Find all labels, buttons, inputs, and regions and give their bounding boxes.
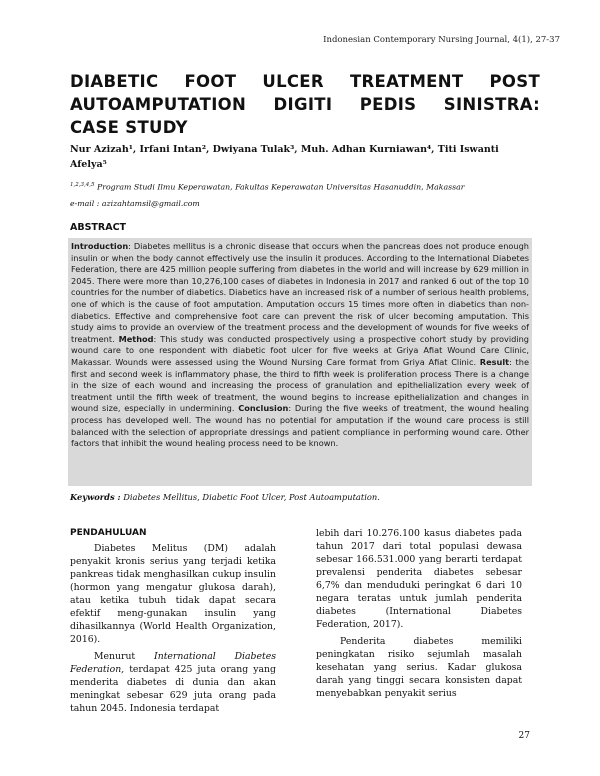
abstract-heading: ABSTRACT bbox=[70, 222, 127, 233]
title-line-1: DIABETIC FOOT ULCER TREATMENT POST bbox=[70, 72, 540, 91]
result-label: Result bbox=[479, 356, 510, 367]
affiliation-text: Program Studi Ilmu Keperawatan, Fakultas Keperawatan Universitas Hasanuddin, Makassar bbox=[96, 182, 465, 192]
left-para2-start: Menurut bbox=[94, 651, 155, 662]
title-line-3: CASE STUDY bbox=[70, 118, 188, 137]
conclusion-label: Conclusion bbox=[238, 403, 289, 414]
email[interactable]: e-mail : azizahtamsil@gmail.com bbox=[70, 199, 200, 208]
keywords bbox=[70, 492, 380, 502]
keywords-text: Diabetes Mellitus, Diabetic Foot Ulcer, Post Autoamputation. bbox=[120, 492, 380, 502]
result-text: : the first and second week is inflammatory phase, the third to fifth week is proliferation process There is a change in the size of each wound and increasing the process of granulation and epithelialization every week of treatment until the fifth week of treatment, the wound begins to increase epithelialization and changes in wound size, especially in undermining. bbox=[71, 356, 529, 414]
paper-title bbox=[70, 70, 540, 139]
keywords-label: Keywords : bbox=[70, 492, 121, 502]
left-paragraph-2 bbox=[70, 650, 276, 715]
authors-line-1: Nur Azizah¹, Irfani Intan², Dwiyana Tulak³, Muh. Adhan Kurniawan⁴, Titi Iswanti bbox=[70, 144, 499, 155]
intro-label: Introduction bbox=[71, 241, 129, 251]
affiliation-sup: 1,2,3,4,5 bbox=[70, 182, 95, 188]
affiliation bbox=[70, 182, 540, 192]
authors-line-2: Afelya⁵ bbox=[70, 159, 107, 170]
method-label: Method bbox=[118, 333, 154, 344]
method-text: : This study was conducted prospectively using a prospective cohort study by providing wound care to one respondent with diabetic foot ulcer for five weeks at Griya Afiat Wound Care Clinic, Makassar. Wounds were assessed using the Wound Nursing Care format from Griya Afiat Clinic. bbox=[71, 333, 530, 367]
section-heading: PENDAHULUAN bbox=[70, 528, 147, 538]
intro-text: : Diabetes mellitus is a chronic disease that occurs when the pancreas does not produce enough insulin or when the body cannot effectively use the insulin it produces. According to the International Diabetes Federation, there are 425 million people suffering from diabetes in the world and will increase by 629 million in 2045. There were more than 10,276,100 cases of diabetes in Indonesia in 2017 and ranked 6 out of the top 10 countries for the number of diabetics. Diabetics have an increased risk of a number of serious health problems, one of which is the cause of foot amputation. Amputation occurs 15 times more often in diabetics than non-diabetics. Effective and comprehensive foot care can prevent the risk of ulcer becoming amputation. This study aims to provide an overview of the treatment process and the development of wounds for five weeks of treatment. bbox=[71, 241, 529, 344]
abstract-box bbox=[68, 238, 532, 486]
conclusion-text: : During the five weeks of treatment, the wound healing process has developed well. The wound has no potential for amputation if the wound care process is still balanced with the selection of appropriate dressings and patient compliance in performing wound care. Other factors that inhibit the wound healing process need to be known. bbox=[71, 403, 530, 449]
left-para2-italic: International Diabetes Federation, bbox=[70, 651, 276, 675]
left-para2-end: terdapat 425 juta orang yang menderita diabetes di dunia dan akan meningkat sebesar 629 juta orang pada tahun 2045. Indonesia terdapat bbox=[70, 664, 276, 714]
left-column bbox=[70, 527, 276, 719]
journal-header: Indonesian Contemporary Nursing Journal, 4(1), 27-37 bbox=[323, 35, 560, 45]
title-line-2: AUTOAMPUTATION DIGITI PEDIS SINISTRA: bbox=[70, 95, 540, 114]
right-paragraph-2: Penderita diabetes memiliki peningkatan risiko sejumlah masalah kesehatan yang serius. Kadar glukosa darah yang tinggi secara konsisten dapat menyebabkan penyakit serius bbox=[316, 636, 522, 699]
left-paragraph-1: Diabetes Melitus (DM) adalah penyakit kronis serius yang terjadi ketika pankreas tidak menghasilkan cukup insulin (hormon yang mengatur glukosa darah), atau ketika tubuh tidak dapat secara efektif meng-gunakan insulin yang dihasilkannya (World Health Organization, 2016). bbox=[70, 543, 276, 645]
page-number: 27 bbox=[518, 731, 530, 741]
right-paragraph-1: lebih dari 10.276.100 kasus diabetes pada tahun 2017 dari total populasi dewasa sebesar 166.531.000 yang berarti terdapat prevalensi penderita diabetes sebesar 6,7% dan menduduki peringkat 6 dari 10 negara teratas untuk jumlah penderita diabetes (International Diabetes Federation, 2017). bbox=[316, 528, 522, 630]
right-column bbox=[316, 527, 522, 704]
author-list bbox=[70, 142, 530, 172]
